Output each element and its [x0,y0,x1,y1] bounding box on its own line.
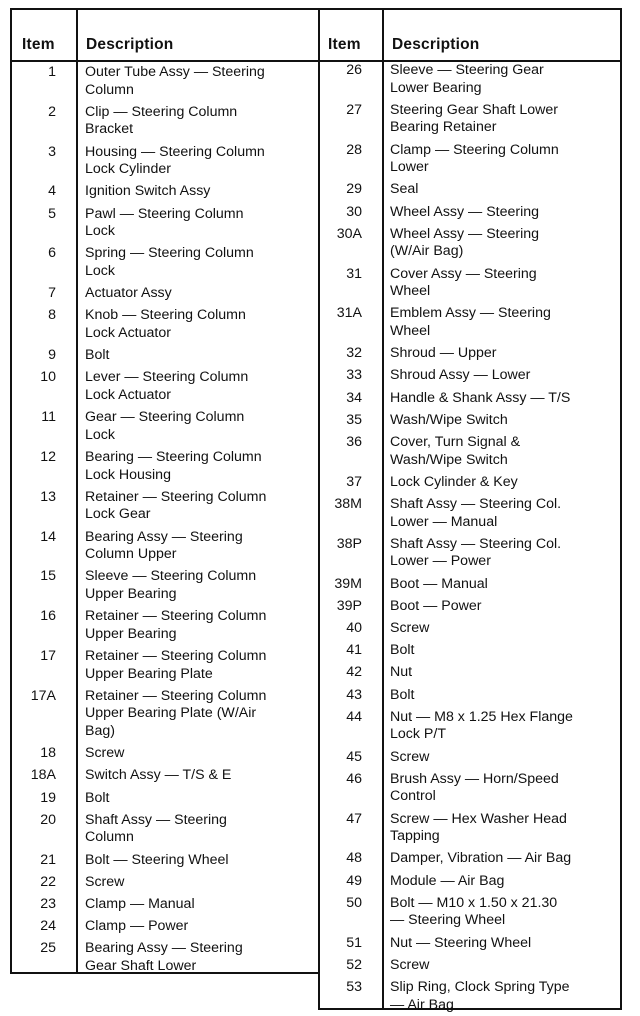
item-description: Ignition Switch Assy [85,183,211,200]
item-description: Bearing Assy — Steering Column Upper [85,528,243,563]
item-description: Screw [85,873,125,890]
item-number: 53 [346,979,362,995]
item-number: 3 [48,143,56,160]
item-number: 22 [40,873,56,890]
item-description: Sleeve — Steering Gear Lower Bearing [390,62,544,96]
right-item-header: Item [328,36,361,53]
item-description: Wheel Assy — Steering (W/Air Bag) [390,225,540,260]
item-description: Bolt [390,642,415,659]
item-description: Actuator Assy [85,285,172,302]
item-number: 7 [48,285,56,302]
right-outer-border [620,8,622,1010]
item-description: Screw [85,745,125,762]
item-description: Brush Assy — Horn/Speed Control [390,770,559,805]
item-number: 11 [41,409,56,426]
item-number: 10 [40,369,56,386]
item-description: Retainer — Steering Column Upper Bearing Plate [85,648,267,682]
right-description-header: Description [392,36,480,53]
item-description: Retainer — Steering Column Upper Bearing Plate (W/Air Bag) [85,687,267,739]
item-number: 45 [346,748,362,765]
item-description: Knob — Steering Column Lock Actuator [85,307,246,341]
item-number: 44 [346,708,362,725]
item-description: Retainer — Steering Column Lock Gear [85,488,267,523]
item-number: 8 [48,307,56,324]
item-description: Retainer — Steering Column Upper Bearing [85,608,267,642]
item-description: Nut [390,664,413,681]
item-description: Wash/Wipe Switch [390,411,508,428]
item-description: Boot — Manual [390,575,488,592]
item-number: 17A [30,687,56,704]
item-description: Shaft Assy — Steering Col. Lower — Manual [390,496,562,530]
item-number: 50 [346,894,362,911]
item-number: 39P [336,597,362,614]
right-top-rule [320,8,622,10]
item-description: Shroud Assy — Lower [390,367,531,384]
item-description: Switch Assy — T/S & E [85,767,232,784]
item-number: 28 [346,141,362,158]
item-description: Shaft Assy — Steering Col. Lower — Power [390,535,562,570]
item-description: Clamp — Steering Column Lower [390,141,559,176]
item-description: Bolt [85,789,110,806]
item-description: Nut — M8 x 1.25 Hex Flange Lock P/T [390,708,573,743]
item-number: 25 [40,940,56,957]
item-description: Shaft Assy — Steering Column [85,811,227,846]
item-description: Boot — Power [390,597,482,614]
item-number: 38P [336,535,362,552]
item-description: Clamp — Power [85,918,189,935]
item-description: Seal [390,181,419,198]
item-description: Emblem Assy — Steering Wheel [390,305,551,339]
item-description: Pawl — Steering Column Lock [85,205,244,240]
item-description: Cover Assy — Steering Wheel [390,265,537,300]
item-number: 30 [346,203,362,220]
item-number: 31 [346,265,362,282]
item-number: 27 [346,101,362,118]
item-number: 4 [48,183,56,200]
item-number: 34 [346,389,362,406]
item-description: Screw [390,748,430,765]
item-number: 39M [334,575,362,592]
left-item-header: Item [22,36,55,53]
item-number: 19 [40,789,56,806]
right-column-divider [382,8,384,1010]
item-number: 47 [346,810,362,827]
item-number: 30A [336,225,362,242]
item-number: 23 [40,896,56,912]
item-description: Damper, Vibration — Air Bag [390,850,572,867]
item-number: 31A [336,305,362,322]
item-description: Bolt — Steering Wheel [85,851,229,868]
item-number: 41 [346,642,362,659]
item-description: Spring — Steering Column Lock [85,245,254,279]
item-description: Cover, Turn Signal & Wash/Wipe Switch [390,434,521,468]
item-number: 5 [48,205,56,222]
item-number: 18 [40,745,56,762]
item-number: 6 [48,245,56,262]
item-number: 49 [346,872,362,889]
item-description: Slip Ring, Clock Spring Type — Air Bag [390,979,570,1013]
item-number: 16 [40,608,56,625]
item-description: Screw [390,620,430,636]
item-number: 52 [346,956,362,973]
item-description: Screw — Hex Washer Head Tapping [390,810,567,845]
item-number: 32 [346,345,362,362]
item-number: 20 [40,811,56,828]
item-description: Housing — Steering Column Lock Cylinder [85,143,265,178]
item-number: 46 [346,770,362,787]
item-number: 29 [346,181,362,198]
item-number: 12 [40,449,56,465]
item-description: Bearing Assy — Steering Gear Shaft Lower [85,940,243,974]
item-description: Outer Tube Assy — Steering Column [85,64,265,98]
item-number: 24 [40,918,56,935]
item-description: Bolt [85,347,110,364]
item-number: 43 [346,686,362,703]
item-number: 35 [346,411,362,428]
item-description: Module — Air Bag [390,872,505,889]
item-number: 37 [346,473,362,490]
item-description: Gear — Steering Column Lock [85,409,245,443]
item-description: Steering Gear Shaft Lower Bearing Retainer [390,101,558,136]
item-description: Wheel Assy — Steering [390,203,540,220]
item-description: Lever — Steering Column Lock Actuator [85,369,249,403]
item-number: 2 [48,103,56,120]
item-number: 51 [346,934,362,951]
item-description: Bearing — Steering Column Lock Housing [85,449,262,483]
item-number: 40 [346,620,362,636]
item-description: Screw [390,956,430,973]
item-number: 14 [40,528,56,545]
item-number: 13 [40,488,56,505]
item-number: 36 [346,434,362,450]
item-description: Clamp — Manual [85,896,195,912]
item-number: 15 [40,568,56,585]
item-number: 18A [30,767,56,784]
item-number: 26 [346,62,362,78]
item-number: 33 [346,367,362,384]
item-description: Handle & Shank Assy — T/S [390,389,571,406]
item-number: 21 [40,851,56,868]
item-number: 48 [346,850,362,867]
item-description: Bolt [390,686,415,703]
item-number: 1 [48,64,56,80]
item-description: Shroud — Upper [390,345,497,362]
item-description: Nut — Steering Wheel [390,934,532,951]
left-description-header: Description [86,36,174,53]
item-description: Bolt — M10 x 1.50 x 21.30 — Steering Wheel [390,894,558,929]
item-number: 42 [346,664,362,681]
item-number: 38M [334,496,362,512]
item-number: 9 [48,347,56,364]
item-description: Clip — Steering Column Bracket [85,103,238,138]
item-number: 17 [40,648,56,664]
item-description: Lock Cylinder & Key [390,473,518,490]
item-description: Sleeve — Steering Column Upper Bearing [85,568,257,602]
